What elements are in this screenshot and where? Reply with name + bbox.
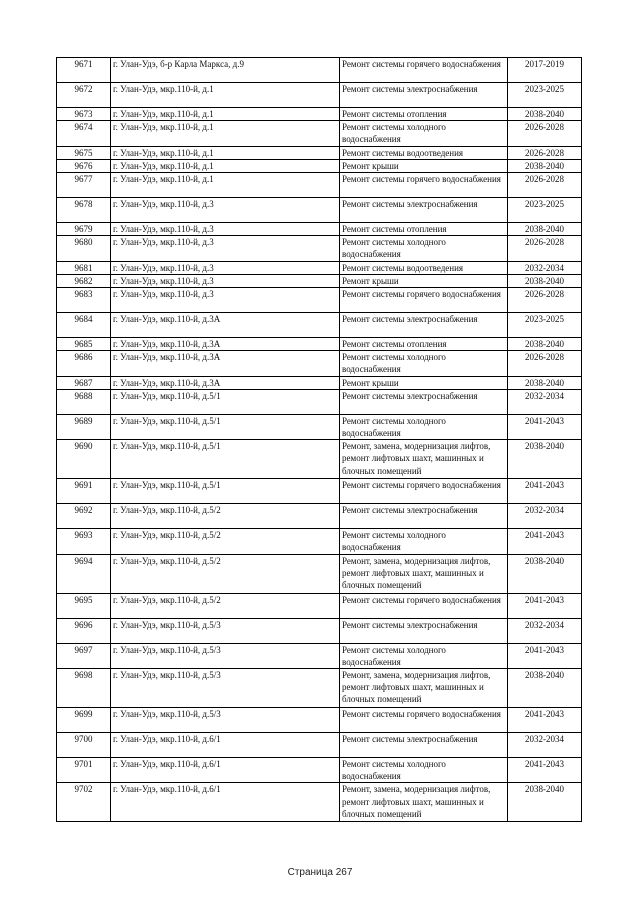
row-work-type: Ремонт системы горячего водоснабжения bbox=[340, 479, 508, 504]
row-address: г. Улан-Удэ, мкр.110-й, д.5/1 bbox=[111, 440, 340, 479]
table-row bbox=[57, 554, 582, 593]
row-period: 2023-2025 bbox=[508, 198, 582, 223]
row-period: 2041-2043 bbox=[508, 643, 582, 668]
table-row bbox=[57, 338, 582, 351]
table-row bbox=[57, 783, 582, 822]
row-number: 9680 bbox=[57, 236, 111, 261]
row-work-type: Ремонт системы холодного водоснабжения bbox=[340, 414, 508, 439]
row-number: 9675 bbox=[57, 146, 111, 159]
row-address: г. Улан-Удэ, мкр.110-й, д.5/1 bbox=[111, 479, 340, 504]
row-period: 2017-2019 bbox=[508, 58, 582, 83]
row-number: 9687 bbox=[57, 376, 111, 389]
page-number: Страница 267 bbox=[287, 867, 353, 878]
row-work-type: Ремонт системы горячего водоснабжения bbox=[340, 173, 508, 198]
row-number: 9699 bbox=[57, 708, 111, 733]
row-period: 2038-2040 bbox=[508, 274, 582, 287]
row-address: г. Улан-Удэ, мкр.110-й, д.3 bbox=[111, 236, 340, 261]
row-period: 2026-2028 bbox=[508, 236, 582, 261]
table-row bbox=[57, 414, 582, 439]
row-number: 9689 bbox=[57, 414, 111, 439]
row-number: 9698 bbox=[57, 669, 111, 708]
table-row bbox=[57, 108, 582, 121]
row-work-type: Ремонт системы холодного водоснабжения bbox=[340, 643, 508, 668]
row-address: г. Улан-Удэ, мкр.110-й, д.3 bbox=[111, 198, 340, 223]
row-period: 2038-2040 bbox=[508, 440, 582, 479]
table-row bbox=[57, 173, 582, 198]
row-period: 2026-2028 bbox=[508, 121, 582, 146]
row-address: г. Улан-Удэ, мкр.110-й, д.6/1 bbox=[111, 783, 340, 822]
row-number: 9691 bbox=[57, 479, 111, 504]
row-number: 9682 bbox=[57, 274, 111, 287]
row-number: 9678 bbox=[57, 198, 111, 223]
row-number: 9676 bbox=[57, 159, 111, 172]
table-row bbox=[57, 261, 582, 274]
table-row bbox=[57, 58, 582, 83]
row-work-type: Ремонт системы горячего водоснабжения bbox=[340, 58, 508, 83]
table-row bbox=[57, 198, 582, 223]
table-row bbox=[57, 708, 582, 733]
row-address: г. Улан-Удэ, мкр.110-й, д.5/3 bbox=[111, 618, 340, 643]
row-address: г. Улан-Удэ, мкр.110-й, д.3 bbox=[111, 288, 340, 313]
row-period: 2038-2040 bbox=[508, 783, 582, 822]
row-period: 2041-2043 bbox=[508, 479, 582, 504]
row-address: г. Улан-Удэ, мкр.110-й, д.5/1 bbox=[111, 414, 340, 439]
row-address: г. Улан-Удэ, мкр.110-й, д.1 bbox=[111, 173, 340, 198]
row-address: г. Улан-Удэ, мкр.110-й, д.1 bbox=[111, 121, 340, 146]
table-row bbox=[57, 274, 582, 287]
row-number: 9701 bbox=[57, 758, 111, 783]
row-period: 2026-2028 bbox=[508, 288, 582, 313]
row-period: 2041-2043 bbox=[508, 529, 582, 554]
table-row bbox=[57, 83, 582, 108]
row-work-type: Ремонт крыши bbox=[340, 159, 508, 172]
table-row bbox=[57, 669, 582, 708]
row-work-type: Ремонт, замена, модернизация лифтов, ремонт лифтовых шахт, машинных и блочных помещений bbox=[340, 554, 508, 593]
row-address: г. Улан-Удэ, б-р Карла Маркса, д.9 bbox=[111, 58, 340, 83]
table-row bbox=[57, 236, 582, 261]
row-address: г. Улан-Удэ, мкр.110-й, д.3А bbox=[111, 338, 340, 351]
row-period: 2032-2034 bbox=[508, 733, 582, 758]
row-work-type: Ремонт системы электроснабжения bbox=[340, 389, 508, 414]
row-work-type: Ремонт системы горячего водоснабжения bbox=[340, 288, 508, 313]
row-period: 2038-2040 bbox=[508, 554, 582, 593]
row-number: 9673 bbox=[57, 108, 111, 121]
row-address: г. Улан-Удэ, мкр.110-й, д.3 bbox=[111, 274, 340, 287]
row-period: 2032-2034 bbox=[508, 504, 582, 529]
row-address: г. Улан-Удэ, мкр.110-й, д.3А bbox=[111, 313, 340, 338]
row-number: 9674 bbox=[57, 121, 111, 146]
row-number: 9683 bbox=[57, 288, 111, 313]
row-work-type: Ремонт системы горячего водоснабжения bbox=[340, 708, 508, 733]
row-work-type: Ремонт системы холодного водоснабжения bbox=[340, 529, 508, 554]
row-number: 9688 bbox=[57, 389, 111, 414]
row-address: г. Улан-Удэ, мкр.110-й, д.5/2 bbox=[111, 504, 340, 529]
row-work-type: Ремонт системы водоотведения bbox=[340, 261, 508, 274]
row-work-type: Ремонт, замена, модернизация лифтов, ремонт лифтовых шахт, машинных и блочных помещений bbox=[340, 669, 508, 708]
row-work-type: Ремонт системы отопления bbox=[340, 223, 508, 236]
row-work-type: Ремонт системы горячего водоснабжения bbox=[340, 593, 508, 618]
row-address: г. Улан-Удэ, мкр.110-й, д.1 bbox=[111, 146, 340, 159]
table-row bbox=[57, 313, 582, 338]
row-period: 2041-2043 bbox=[508, 414, 582, 439]
row-address: г. Улан-Удэ, мкр.110-й, д.5/3 bbox=[111, 643, 340, 668]
row-number: 9696 bbox=[57, 618, 111, 643]
capital-repair-table bbox=[56, 57, 582, 822]
row-period: 2041-2043 bbox=[508, 708, 582, 733]
row-work-type: Ремонт крыши bbox=[340, 274, 508, 287]
row-work-type: Ремонт, замена, модернизация лифтов, ремонт лифтовых шахт, машинных и блочных помещений bbox=[340, 783, 508, 822]
row-work-type: Ремонт системы электроснабжения bbox=[340, 83, 508, 108]
row-work-type: Ремонт системы отопления bbox=[340, 108, 508, 121]
row-period: 2041-2043 bbox=[508, 758, 582, 783]
row-period: 2032-2034 bbox=[508, 389, 582, 414]
row-address: г. Улан-Удэ, мкр.110-й, д.3А bbox=[111, 351, 340, 376]
row-number: 9697 bbox=[57, 643, 111, 668]
row-period: 2041-2043 bbox=[508, 593, 582, 618]
row-work-type: Ремонт системы электроснабжения bbox=[340, 504, 508, 529]
row-address: г. Улан-Удэ, мкр.110-й, д.6/1 bbox=[111, 733, 340, 758]
table-row bbox=[57, 121, 582, 146]
table-row bbox=[57, 389, 582, 414]
table-row bbox=[57, 146, 582, 159]
row-work-type: Ремонт системы холодного водоснабжения bbox=[340, 121, 508, 146]
row-work-type: Ремонт системы холодного водоснабжения bbox=[340, 758, 508, 783]
row-number: 9700 bbox=[57, 733, 111, 758]
row-period: 2026-2028 bbox=[508, 351, 582, 376]
row-period: 2038-2040 bbox=[508, 108, 582, 121]
table-row bbox=[57, 504, 582, 529]
table-row bbox=[57, 643, 582, 668]
row-work-type: Ремонт системы электроснабжения bbox=[340, 198, 508, 223]
row-address: г. Улан-Удэ, мкр.110-й, д.1 bbox=[111, 108, 340, 121]
row-period: 2023-2025 bbox=[508, 313, 582, 338]
row-period: 2038-2040 bbox=[508, 159, 582, 172]
row-address: г. Улан-Удэ, мкр.110-й, д.5/3 bbox=[111, 669, 340, 708]
row-work-type: Ремонт системы водоотведения bbox=[340, 146, 508, 159]
row-work-type: Ремонт системы электроснабжения bbox=[340, 313, 508, 338]
table-row bbox=[57, 223, 582, 236]
row-address: г. Улан-Удэ, мкр.110-й, д.5/3 bbox=[111, 708, 340, 733]
row-number: 9671 bbox=[57, 58, 111, 83]
table-row bbox=[57, 618, 582, 643]
row-number: 9681 bbox=[57, 261, 111, 274]
row-address: г. Улан-Удэ, мкр.110-й, д.3 bbox=[111, 223, 340, 236]
row-work-type: Ремонт системы холодного водоснабжения bbox=[340, 351, 508, 376]
table-row bbox=[57, 479, 582, 504]
row-number: 9672 bbox=[57, 83, 111, 108]
row-number: 9694 bbox=[57, 554, 111, 593]
row-number: 9702 bbox=[57, 783, 111, 822]
row-address: г. Улан-Удэ, мкр.110-й, д.5/2 bbox=[111, 529, 340, 554]
row-work-type: Ремонт системы отопления bbox=[340, 338, 508, 351]
row-number: 9686 bbox=[57, 351, 111, 376]
row-address: г. Улан-Удэ, мкр.110-й, д.5/1 bbox=[111, 389, 340, 414]
row-period: 2038-2040 bbox=[508, 376, 582, 389]
table-row bbox=[57, 159, 582, 172]
row-period: 2038-2040 bbox=[508, 338, 582, 351]
row-period: 2032-2034 bbox=[508, 261, 582, 274]
row-address: г. Улан-Удэ, мкр.110-й, д.3А bbox=[111, 376, 340, 389]
table-row bbox=[57, 593, 582, 618]
row-address: г. Улан-Удэ, мкр.110-й, д.1 bbox=[111, 83, 340, 108]
table-row bbox=[57, 376, 582, 389]
row-address: г. Улан-Удэ, мкр.110-й, д.1 bbox=[111, 159, 340, 172]
row-period: 2026-2028 bbox=[508, 146, 582, 159]
row-period: 2038-2040 bbox=[508, 669, 582, 708]
row-address: г. Улан-Удэ, мкр.110-й, д.5/2 bbox=[111, 554, 340, 593]
row-address: г. Улан-Удэ, мкр.110-й, д.6/1 bbox=[111, 758, 340, 783]
row-period: 2032-2034 bbox=[508, 618, 582, 643]
row-work-type: Ремонт, замена, модернизация лифтов, ремонт лифтовых шахт, машинных и блочных помещений bbox=[340, 440, 508, 479]
row-number: 9677 bbox=[57, 173, 111, 198]
row-number: 9695 bbox=[57, 593, 111, 618]
row-period: 2038-2040 bbox=[508, 223, 582, 236]
row-number: 9690 bbox=[57, 440, 111, 479]
table-row bbox=[57, 351, 582, 376]
row-number: 9693 bbox=[57, 529, 111, 554]
table-row bbox=[57, 529, 582, 554]
row-number: 9685 bbox=[57, 338, 111, 351]
row-work-type: Ремонт системы электроснабжения bbox=[340, 733, 508, 758]
row-work-type: Ремонт крыши bbox=[340, 376, 508, 389]
row-work-type: Ремонт системы холодного водоснабжения bbox=[340, 236, 508, 261]
row-address: г. Улан-Удэ, мкр.110-й, д.5/2 bbox=[111, 593, 340, 618]
row-number: 9692 bbox=[57, 504, 111, 529]
table-row bbox=[57, 733, 582, 758]
table-body bbox=[57, 58, 582, 822]
row-work-type: Ремонт системы электроснабжения bbox=[340, 618, 508, 643]
row-period: 2023-2025 bbox=[508, 83, 582, 108]
table-row bbox=[57, 758, 582, 783]
row-address: г. Улан-Удэ, мкр.110-й, д.3 bbox=[111, 261, 340, 274]
row-number: 9684 bbox=[57, 313, 111, 338]
row-number: 9679 bbox=[57, 223, 111, 236]
row-period: 2026-2028 bbox=[508, 173, 582, 198]
table-row bbox=[57, 440, 582, 479]
table-row bbox=[57, 288, 582, 313]
